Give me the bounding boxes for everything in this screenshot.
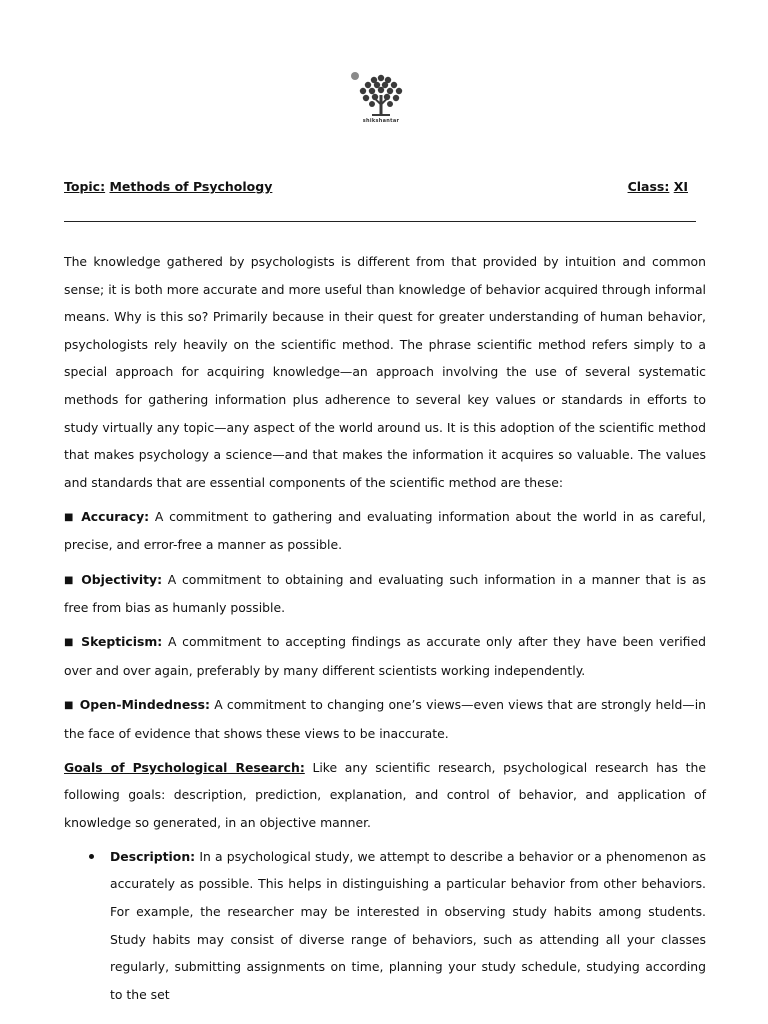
class-value: XI <box>673 179 688 194</box>
class-label: Class: <box>627 179 670 194</box>
list-item <box>110 843 706 1009</box>
square-bullet-icon: ■ <box>64 699 74 711</box>
class-block <box>628 179 688 195</box>
goals-title: Goals of Psychological Research: <box>64 759 305 775</box>
intro-paragraph: The knowledge gathered by psychologists is different from that provided by intuition and common sense; it is both more accurate and more useful than knowledge of behavior acquired through informal means. Why is this so? Primarily because in their quest for greater understanding of human behavior, psychologists rely heavily on the scientific method. The phrase scientific method refers simply to a special approach for acquiring knowledge—an approach involving the use of several systematic methods for gathering information plus adherence to several key values or standards in efforts to study virtually any topic—any aspect of the world around us. It is this adoption of the scientific method that makes psychology a science—and that makes the information it acquires so valuable. The values and standards that are essential components of the scientific method are these: <box>64 254 706 490</box>
value-item-open-mindedness <box>64 691 706 747</box>
square-bullet-icon: ■ <box>64 511 74 523</box>
document-header <box>64 179 688 195</box>
document-body <box>64 248 706 1008</box>
value-text: A commitment to accepting findings as accurate only after they have been verified over and over again, preferably by many different scientists working independently. <box>64 634 706 678</box>
bullet-text: In a psychological study, we attempt to describe a behavior or a phenomenon as accurately as possible. This helps in distinguishing a particular behavior from other behaviors. For example, the researcher may be interested in observing study habits among students. Study habits may consist of diverse range of behaviors, such as attending all your classes regularly, submitting assignments on time, planning your study schedule, studying according to the set <box>110 848 706 1002</box>
topic-block <box>64 179 272 194</box>
square-bullet-icon: ■ <box>64 637 74 649</box>
value-item-skepticism <box>64 628 706 684</box>
goals-paragraph <box>64 754 706 837</box>
value-item-objectivity <box>64 566 706 622</box>
bullet-term: Description: <box>110 848 196 864</box>
goals-list <box>64 843 706 1009</box>
tree-icon <box>346 68 416 118</box>
value-item-accuracy <box>64 503 706 559</box>
square-bullet-icon: ■ <box>64 574 74 586</box>
value-text: A commitment to obtaining and evaluating such information in a manner that is as free from bias as humanly possible. <box>64 571 706 616</box>
shikshantar-logo <box>346 68 416 134</box>
value-text: A commitment to gathering and evaluating information about the world in as careful, precise, and error-free a manner as possible. <box>64 508 706 553</box>
header-divider <box>64 221 696 222</box>
logo-text: shikshantar <box>362 118 400 124</box>
value-term: Open-Mindedness: <box>79 696 210 712</box>
value-term: Skepticism: <box>81 634 163 650</box>
topic-value: Methods of Psychology <box>109 179 273 194</box>
value-term: Accuracy: <box>81 508 150 524</box>
value-text: A commitment to changing one’s views—even views that are strongly held—in the face of evidence that shows these views to be inaccurate. <box>64 696 706 741</box>
value-term: Objectivity: <box>81 571 163 587</box>
goals-text: Like any scientific research, psychological research has the following goals: description, prediction, explanation, and control of behavior, and application of knowledge so generated, in an objective manner. <box>64 759 706 830</box>
topic-label: Topic: <box>64 179 106 194</box>
